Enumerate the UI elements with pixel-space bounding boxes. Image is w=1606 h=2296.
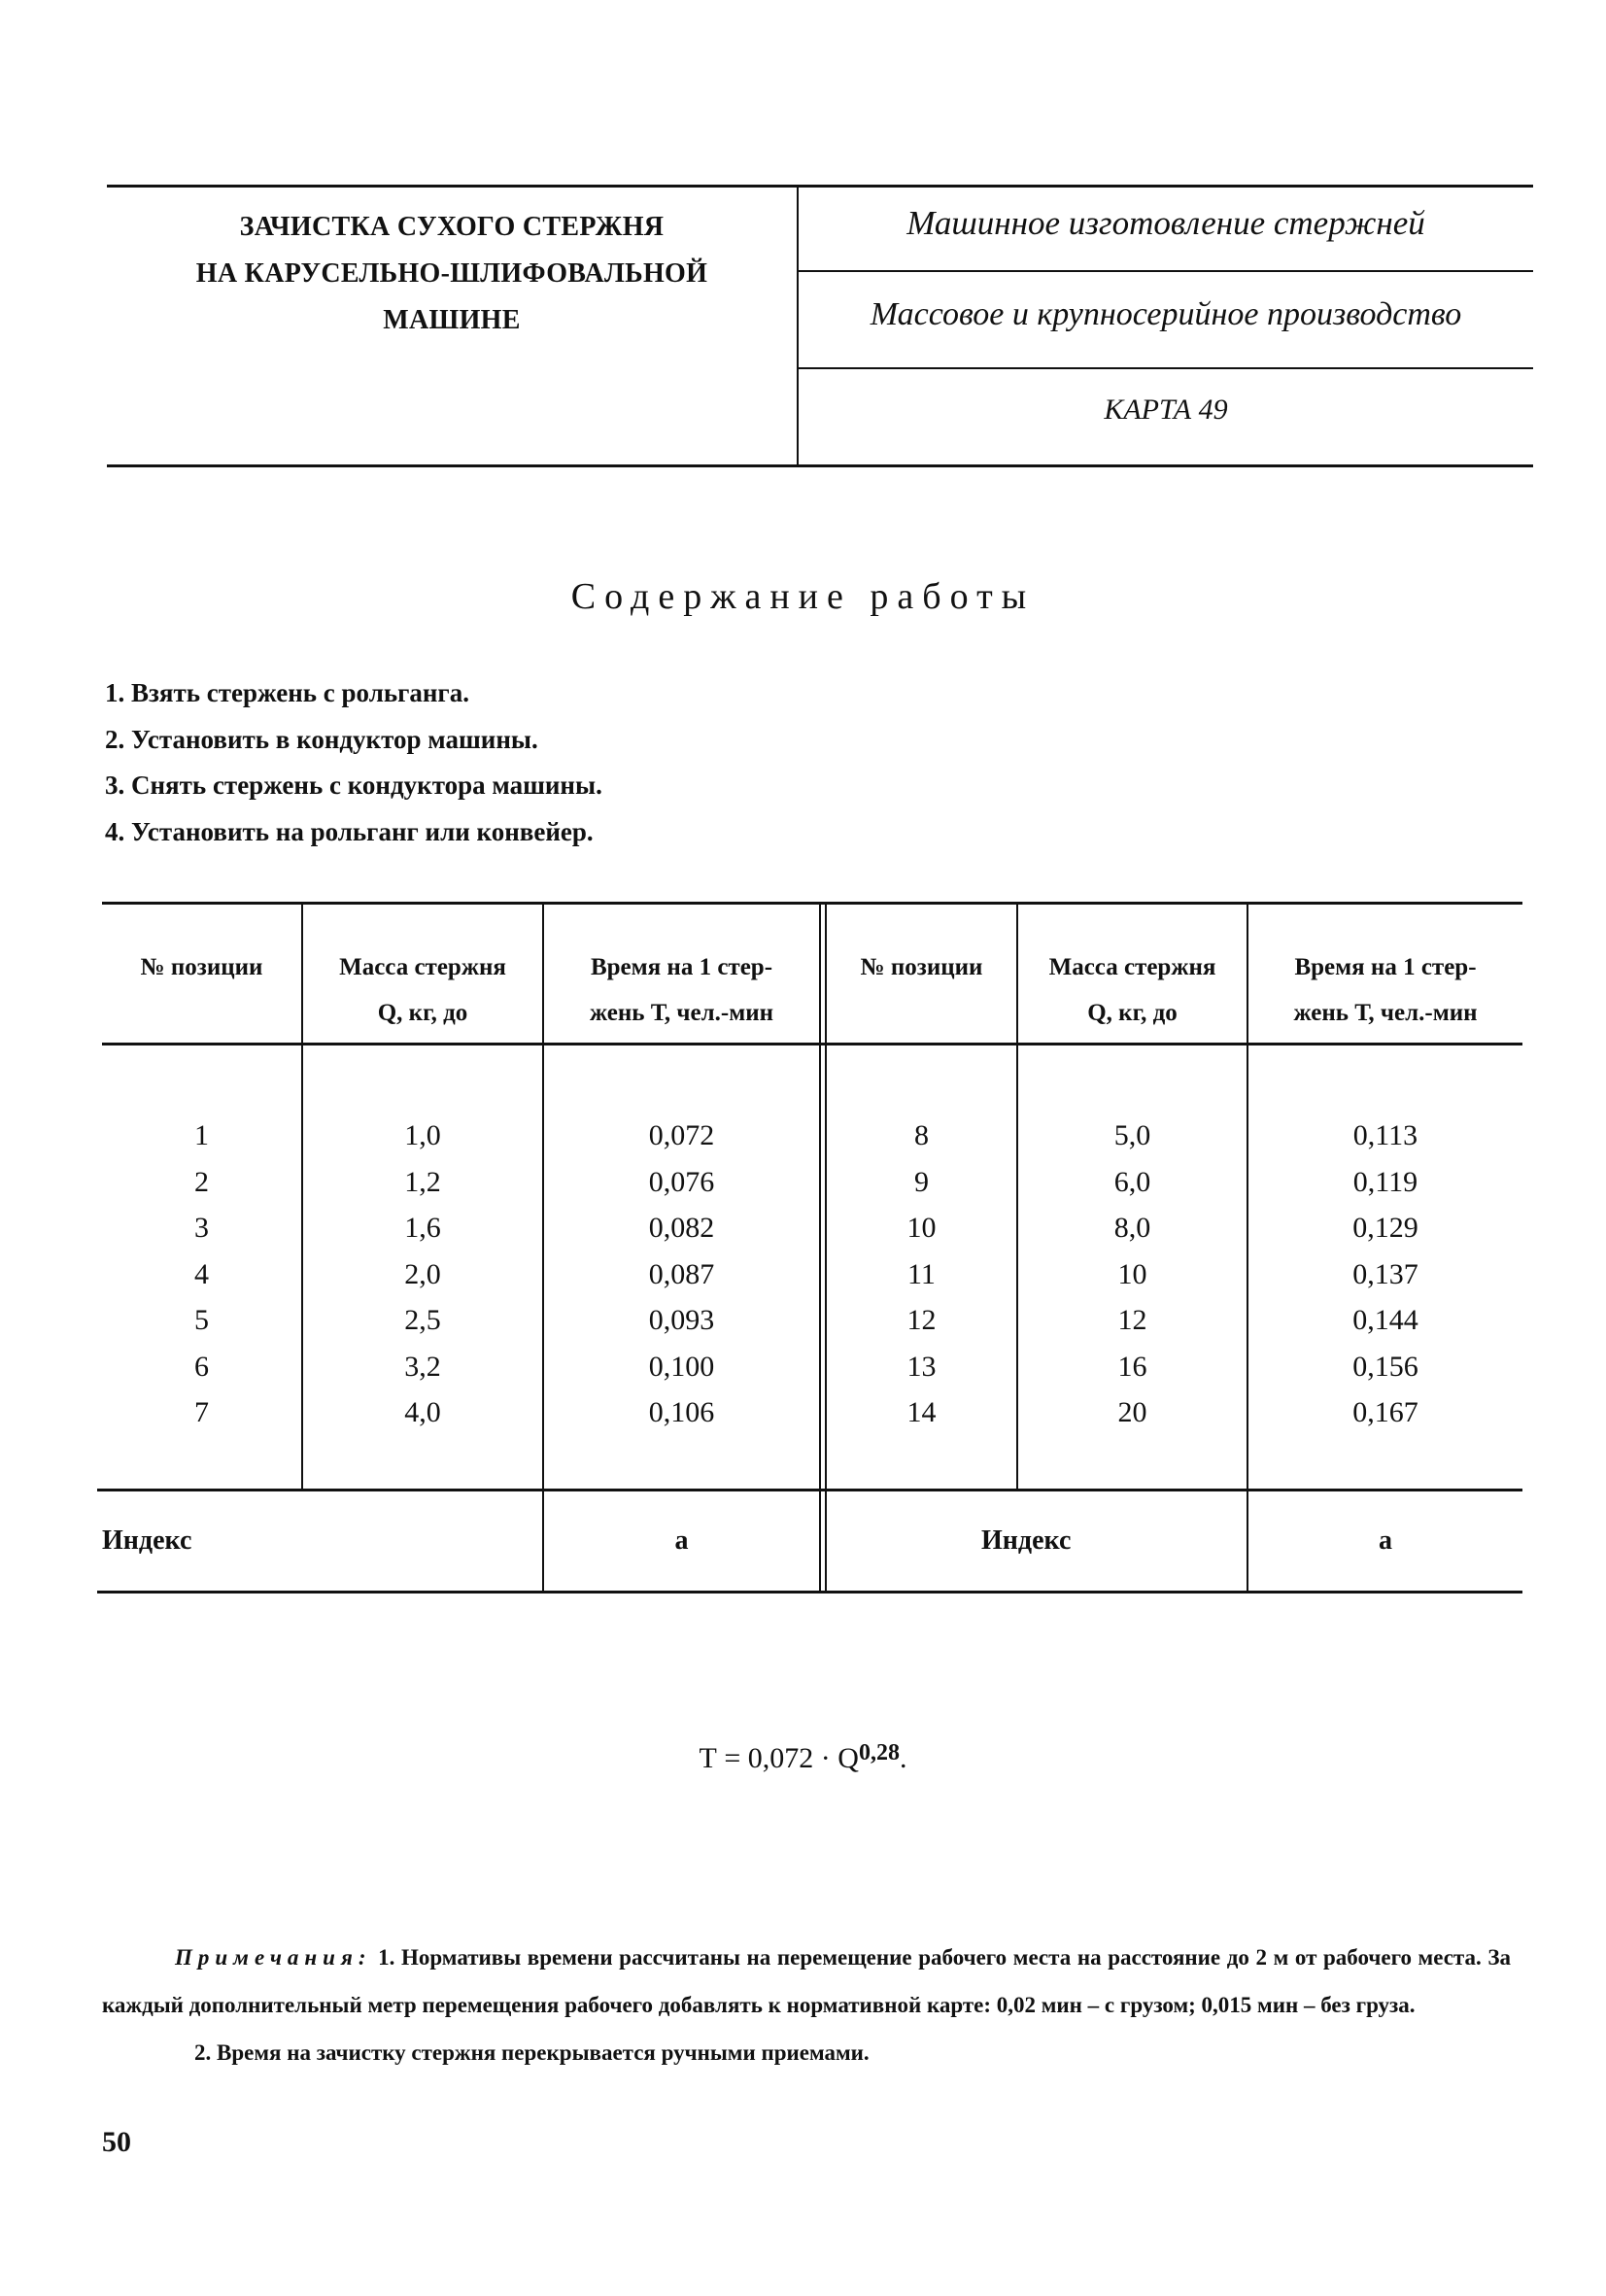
header-position-text: № позиции <box>140 954 263 980</box>
notes-lead: Примечания: <box>175 1945 372 1970</box>
header-time-line-1: Время на 1 стер- <box>1294 954 1477 980</box>
document-title <box>107 204 797 344</box>
cell-mass: 4,0 <box>404 1396 441 1428</box>
cell-time: 0,167 <box>1352 1396 1418 1428</box>
header-right-rule-1 <box>799 270 1533 272</box>
cell-position: 8 <box>914 1119 929 1151</box>
cell-time: 0,106 <box>648 1396 715 1428</box>
cell-mass: 3,2 <box>404 1350 441 1383</box>
work-steps-list <box>105 670 602 855</box>
cell-time: 0,144 <box>1352 1304 1418 1336</box>
header-position-text: № позиции <box>860 954 983 980</box>
title-line-2: НА КАРУСЕЛЬНО-ШЛИФОВАЛЬНОЙ <box>195 258 708 289</box>
cell-mass: 2,0 <box>404 1257 441 1290</box>
column-time-left <box>544 1113 819 1436</box>
column-time-right <box>1248 1113 1522 1436</box>
cell-position: 9 <box>914 1165 929 1198</box>
card-number: КАРТА 49 <box>1104 394 1228 426</box>
title-line-1: ЗАЧИСТКА СУХОГО СТЕРЖНЯ <box>239 212 665 242</box>
work-step: 3. Снять стержень с кондуктора машины. <box>105 771 602 800</box>
table-header-rule <box>102 1043 1522 1045</box>
cell-position: 5 <box>194 1304 209 1336</box>
header-mass-left <box>303 944 542 1036</box>
formula-tail: . <box>899 1742 907 1774</box>
cell-position: 11 <box>907 1257 936 1290</box>
cell-time: 0,137 <box>1352 1257 1418 1290</box>
cell-time: 0,119 <box>1352 1165 1418 1198</box>
column-mass-right <box>1018 1113 1247 1436</box>
index-label-left: Индекс <box>102 1525 192 1556</box>
note-2: 2. Время на зачистку стержня перекрывается ручными приемами. <box>194 2040 870 2065</box>
time-formula <box>0 1742 1606 1775</box>
note-1-text: 1. Нормативы времени рассчитаны на перемещение рабочего места на расстояние до 2 м от рабочего места. За каждый дополнительный метр перемещения рабочего добавлять к нормативной карте: 0,02 мин – с грузом; 0,015 мин – без груза. <box>102 1945 1512 2017</box>
cell-mass: 6,0 <box>1113 1165 1151 1198</box>
work-step: 1. Взять стержень с рольганга. <box>105 678 469 707</box>
work-step: 2. Установить в кондуктор машины. <box>105 724 538 754</box>
cell-position: 3 <box>194 1212 209 1244</box>
cell-time: 0,087 <box>648 1257 715 1290</box>
formula-base: Т = 0,072 · Q <box>699 1742 859 1774</box>
cell-position: 14 <box>906 1396 937 1428</box>
index-value-right: а <box>1379 1525 1392 1556</box>
header-mass-line-2: Q, кг, до <box>377 1000 468 1026</box>
cell-mass: 8,0 <box>1113 1212 1151 1244</box>
cell-position: 13 <box>906 1350 937 1383</box>
cell-time: 0,093 <box>648 1304 715 1336</box>
cell-time: 0,072 <box>648 1119 715 1151</box>
header-top-rule <box>107 185 1533 188</box>
cell-mass: 1,2 <box>404 1165 441 1198</box>
table-top-rule <box>102 902 1522 905</box>
note-1 <box>102 1934 1511 2029</box>
header-time-line-2: жень Т, чел.-мин <box>1293 1000 1478 1026</box>
header-mass-line-1: Масса стержня <box>1048 954 1216 980</box>
header-right-rule-2 <box>799 367 1533 369</box>
cell-mass: 10 <box>1117 1257 1147 1290</box>
header-time-line-1: Время на 1 стер- <box>590 954 773 980</box>
cell-mass: 1,6 <box>404 1212 441 1244</box>
cell-position: 7 <box>194 1396 209 1428</box>
category-label: Машинное изготовление стержней <box>906 204 1425 242</box>
header-time-line-2: жень Т, чел.-мин <box>589 1000 774 1026</box>
table-body-end-rule <box>97 1489 1522 1491</box>
cell-time: 0,076 <box>648 1165 715 1198</box>
cell-time: 0,100 <box>648 1350 715 1383</box>
header-time-right <box>1248 944 1522 1036</box>
header-mass-line-2: Q, кг, до <box>1087 1000 1178 1026</box>
index-value-left: а <box>674 1525 689 1556</box>
cell-time: 0,113 <box>1352 1119 1418 1151</box>
cell-position: 12 <box>906 1304 937 1336</box>
index-label-right: Индекс <box>981 1525 1072 1556</box>
column-position-right <box>827 1113 1016 1436</box>
cell-position: 1 <box>194 1119 209 1151</box>
header-mass-right <box>1018 944 1247 1036</box>
cell-mass: 16 <box>1117 1350 1147 1383</box>
cell-mass: 1,0 <box>404 1119 441 1151</box>
section-title: Содержание работы <box>570 576 1036 617</box>
column-position-left <box>102 1113 301 1436</box>
cell-mass: 12 <box>1117 1304 1147 1336</box>
formula-exponent: 0,28 <box>858 1740 900 1765</box>
header-position-left <box>102 944 301 990</box>
cell-position: 4 <box>194 1257 209 1290</box>
notes-block <box>102 1934 1511 2076</box>
cell-mass: 5,0 <box>1113 1119 1151 1151</box>
cell-time: 0,129 <box>1352 1212 1418 1244</box>
cell-position: 2 <box>194 1165 209 1198</box>
col-divider-center-a <box>819 904 821 1591</box>
column-mass-left <box>303 1113 542 1436</box>
table-bottom-rule <box>97 1591 1522 1593</box>
cell-position: 6 <box>194 1350 209 1383</box>
header-mass-line-1: Масса стержня <box>339 954 506 980</box>
cell-mass: 2,5 <box>404 1304 441 1336</box>
title-line-3: МАШИНЕ <box>383 305 521 335</box>
cell-position: 10 <box>906 1212 937 1244</box>
cell-time: 0,082 <box>648 1212 715 1244</box>
header-time-left <box>544 944 819 1036</box>
cell-time: 0,156 <box>1352 1350 1418 1383</box>
page-number: 50 <box>102 2126 131 2158</box>
work-step: 4. Установить на рольганг или конвейер. <box>105 816 594 846</box>
header-bottom-rule <box>107 464 1533 467</box>
cell-mass: 20 <box>1117 1396 1147 1428</box>
production-label: Массовое и крупносерийное производство <box>870 296 1462 332</box>
header-position-right <box>827 944 1016 990</box>
